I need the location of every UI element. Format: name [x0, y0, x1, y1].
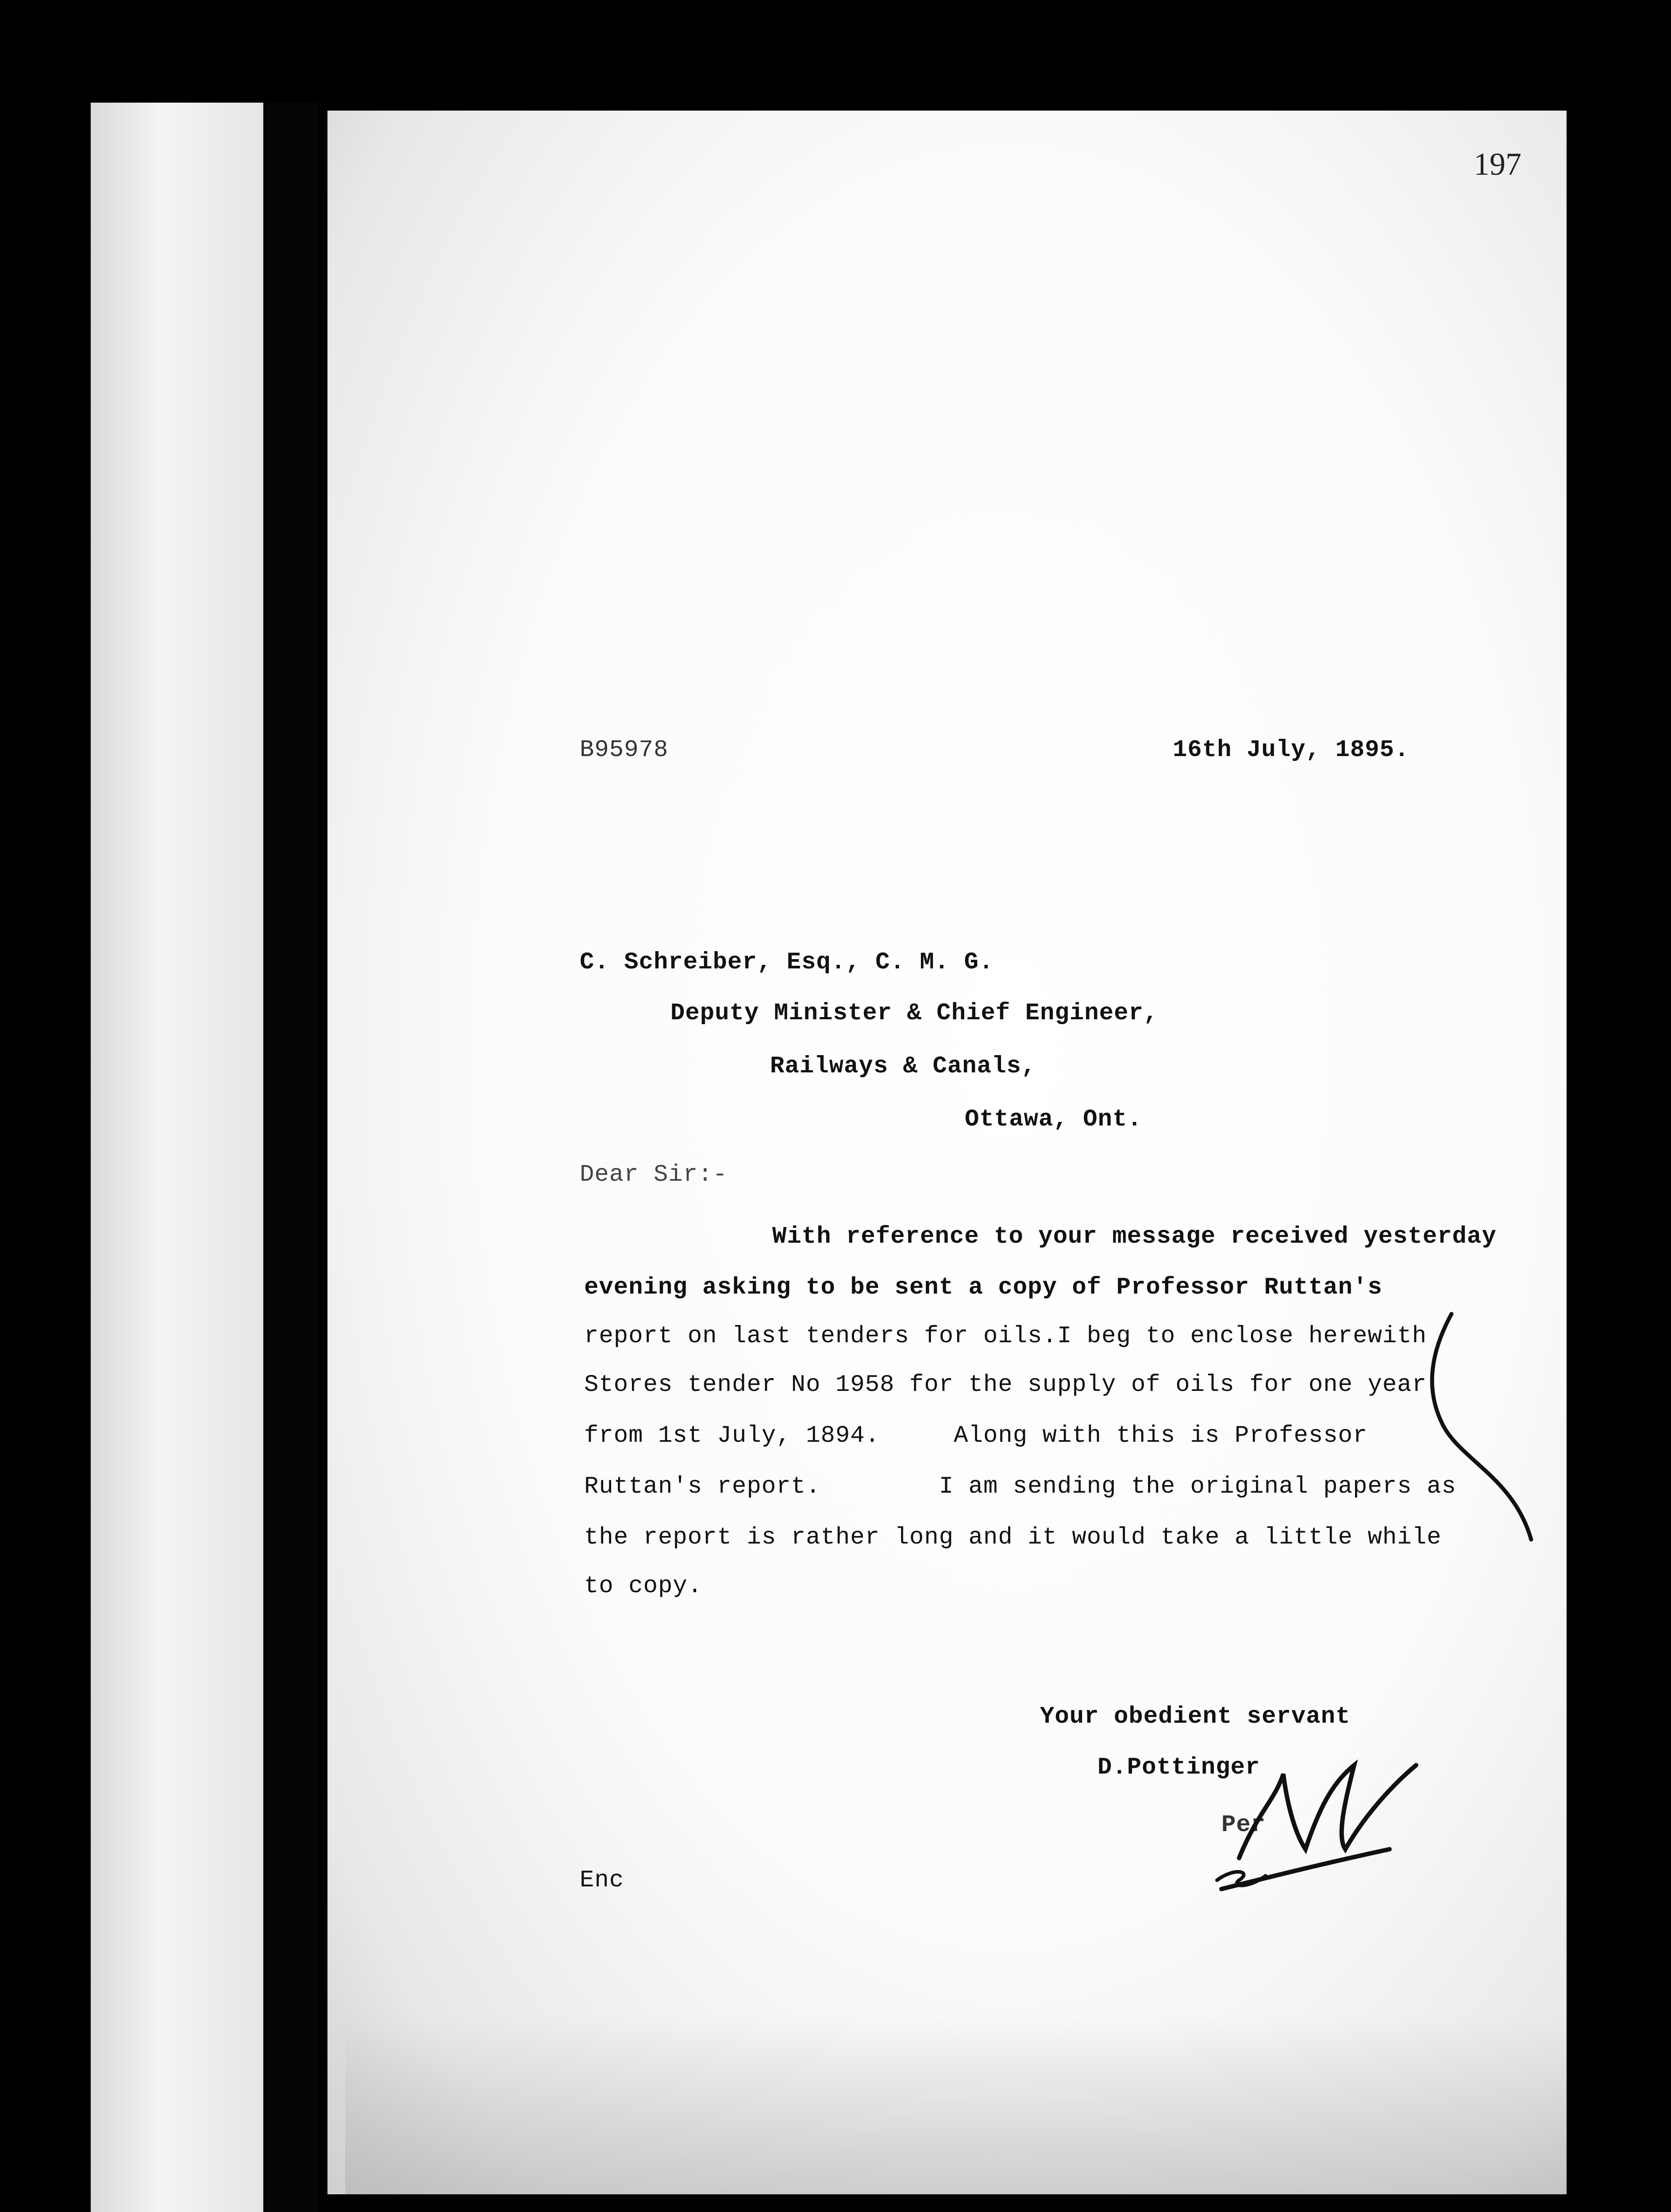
body-line: report on last tenders for oils.I beg to enclose herewith [584, 1323, 1427, 1350]
body-line: to copy. [584, 1573, 703, 1600]
body-line: With reference to your message received yesterday [772, 1223, 1497, 1250]
handwritten-signature [1186, 1747, 1434, 1916]
body-line: evening asking to be sent a copy of Professor Ruttan's [584, 1274, 1382, 1301]
valediction: Your obedient servant [1040, 1703, 1351, 1730]
addressee-name: C. Schreiber, Esq., C. M. G. [580, 949, 994, 976]
adjacent-page-edge [91, 103, 263, 2212]
binding-gutter [266, 103, 319, 2212]
body-line: Stores tender No 1958 for the supply of oils for one year [584, 1371, 1427, 1398]
enclosure-note: Enc [580, 1867, 624, 1894]
sender-name: D.Pottinger [1097, 1754, 1260, 1781]
addressee-title: Deputy Minister & Chief Engineer, [670, 1000, 1159, 1027]
letter-date: 16th July, 1895. [1173, 737, 1409, 764]
handwritten-brace-mark [1425, 1310, 1558, 1548]
folio-number: 197 [1474, 146, 1521, 182]
body-line: Ruttan's report. I am sending the original papers as [584, 1473, 1456, 1500]
body-line: the report is rather long and it would take a little while [584, 1524, 1442, 1551]
body-line: from 1st July, 1894. Along with this is Professor [584, 1422, 1368, 1449]
per-annotation: Per [1221, 1812, 1266, 1839]
addressee-city: Ottawa, Ont. [965, 1106, 1142, 1133]
salutation: Dear Sir:- [580, 1161, 728, 1188]
addressee-department: Railways & Canals, [770, 1053, 1036, 1080]
page-shadow [345, 2017, 1567, 2194]
reference-number: B95978 [580, 737, 669, 764]
